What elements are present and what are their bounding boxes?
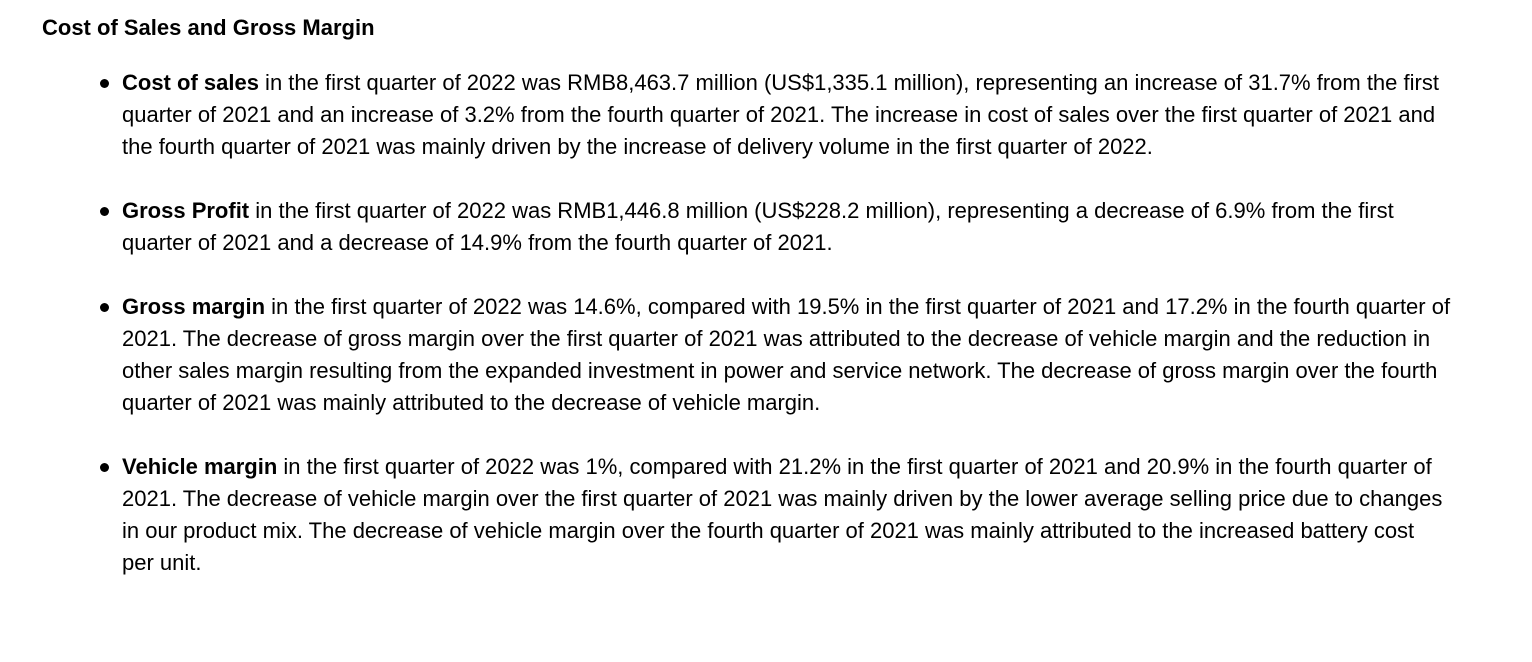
list-item-cost-of-sales (42, 67, 1452, 163)
item-term: Vehicle margin (122, 454, 278, 479)
document-section (42, 13, 1492, 579)
list-item-gross-profit (42, 195, 1452, 259)
bullet-icon (100, 207, 109, 216)
item-term: Gross Profit (122, 198, 250, 223)
section-title: Cost of Sales and Gross Margin (42, 15, 375, 40)
item-text: in the first quarter of 2022 was RMB1,446.8 million (US$228.2 million), representing a decrease of 6.9% from the first quarter of 2021 and a decrease of 14.9% from the fourth quarter of 2021. (122, 198, 1394, 255)
item-text: in the first quarter of 2022 was RMB8,463.7 million (US$1,335.1 million), representing an increase of 31.7% from the first quarter of 2021 and an increase of 3.2% from the fourth quarter of 2021. The increase in cost of sales over the first quarter of 2021 and the fourth quarter of 2021 was mainly driven by the increase of delivery volume in the first quarter of 2022. (122, 70, 1439, 159)
list-item-vehicle-margin (42, 451, 1452, 579)
bullet-icon (100, 79, 109, 88)
item-text: in the first quarter of 2022 was 1%, compared with 21.2% in the first quarter of 2021 and 20.9% in the fourth quarter of 2021. The decrease of vehicle margin over the first quarter of 2021 was mainly driven by the lower average selling price due to changes in our product mix. The decrease of vehicle margin over the fourth quarter of 2021 was mainly attributed to the increased battery cost per unit. (122, 454, 1443, 575)
item-term: Cost of sales (122, 70, 259, 95)
item-term: Gross margin (122, 294, 266, 319)
bullet-list (42, 67, 1492, 579)
bullet-icon (100, 463, 109, 472)
list-item-gross-margin (42, 291, 1452, 419)
bullet-icon (100, 303, 109, 312)
item-text: in the first quarter of 2022 was 14.6%, compared with 19.5% in the first quarter of 2021 and 17.2% in the fourth quarter of 2021. The decrease of gross margin over the first quarter of 2021 was attributed to the decrease of vehicle margin and the reduction in other sales margin resulting from the expanded investment in power and service network. The decrease of gross margin over the fourth quarter of 2021 was mainly attributed to the decrease of vehicle margin. (122, 294, 1451, 415)
